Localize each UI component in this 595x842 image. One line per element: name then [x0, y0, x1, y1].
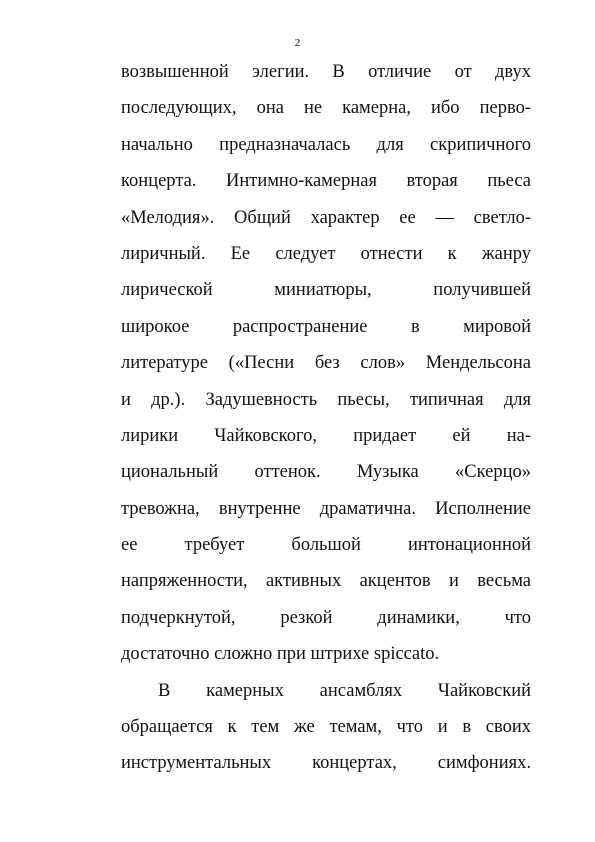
text-line: обращается к тем же темам, что и в своих: [121, 717, 531, 738]
text-line: начально предназначалась для скрипичного: [121, 134, 531, 155]
text-line: циональный оттенок. Музыка «Скерцо»: [121, 462, 531, 483]
text-line: последующих, она не камерна, ибо перво-: [121, 98, 531, 119]
text-line: лирики Чайковского, придает ей на-: [121, 425, 531, 446]
text-line: ее требует большой интонационной: [121, 535, 531, 556]
text-line: лирической миниатюры, получившей: [121, 280, 531, 301]
text-line: напряженности, активных акцентов и весьма: [121, 571, 531, 592]
text-line: широкое распространение в мировой: [121, 316, 531, 337]
text-line: возвышенной элегии. В отличие от двух: [121, 62, 531, 82]
body-text: [121, 58, 531, 786]
text-line: литературе («Песни без слов» Мендельсона: [121, 353, 531, 374]
text-line: лиричный. Ее следует отнести к жанру: [121, 243, 531, 264]
text-line-paragraph-start: В камерных ансамблях Чайковский: [158, 680, 531, 701]
text-line: инструментальных концертах, симфониях.: [121, 753, 531, 774]
text-line: тревожна, внутренне драматична. Исполнение: [121, 498, 531, 519]
page-number: 2: [294, 37, 301, 49]
text-line: концерта. Интимно-камерная вторая пьеса: [121, 171, 531, 192]
text-line: подчеркнутой, резкой динамики, что: [121, 607, 531, 628]
text-line-paragraph-end: достаточно сложно при штрихе spiccato.: [121, 644, 440, 665]
text-line: и др.). Задушевность пьесы, типичная для: [121, 389, 531, 410]
text-line: «Мелодия». Общий характер ее — светло-: [121, 207, 531, 228]
